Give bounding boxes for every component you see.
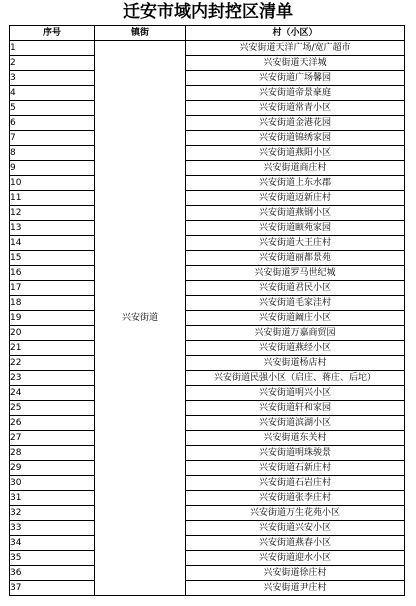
table-row <box>10 281 405 296</box>
table-row <box>10 191 405 206</box>
serial-number-cell: 30 <box>10 476 95 491</box>
village-cell: 兴安街道广场馨园 <box>186 71 405 86</box>
sealed-area-table <box>9 25 405 596</box>
table-row <box>10 431 405 446</box>
serial-number-cell: 7 <box>10 131 95 146</box>
table-row <box>10 311 405 326</box>
table-row <box>10 71 405 86</box>
table-row <box>10 266 405 281</box>
serial-number-cell: 26 <box>10 416 95 431</box>
table-row <box>10 131 405 146</box>
serial-number-cell: 13 <box>10 221 95 236</box>
serial-number-cell: 21 <box>10 341 95 356</box>
table-row <box>10 296 405 311</box>
village-cell: 兴安街道张李庄村 <box>186 491 405 506</box>
village-cell: 兴安街道燕钢小区 <box>186 206 405 221</box>
serial-number-cell: 35 <box>10 551 95 566</box>
table-row <box>10 356 405 371</box>
village-cell: 兴安街道迎水小区 <box>186 551 405 566</box>
header-town: 镇街 <box>95 26 186 41</box>
serial-number-cell: 29 <box>10 461 95 476</box>
serial-number-cell: 10 <box>10 176 95 191</box>
village-cell: 兴安街道尹庄村 <box>186 581 405 596</box>
village-cell: 兴安街道轩和家园 <box>186 401 405 416</box>
table-row <box>10 101 405 116</box>
serial-number-cell: 36 <box>10 566 95 581</box>
village-cell: 兴安街道民强小区（启庄、蒋庄、后坨） <box>186 371 405 386</box>
village-cell: 兴安街道石岩庄村 <box>186 476 405 491</box>
village-cell: 兴安街道常青小区 <box>186 101 405 116</box>
header-village: 村（小区） <box>186 26 405 41</box>
table-row <box>10 491 405 506</box>
village-cell: 兴安街道帝景豪庭 <box>186 86 405 101</box>
village-cell: 兴安街道罗马世纪城 <box>186 266 405 281</box>
village-cell: 兴安街道天洋广场/宽广超市 <box>186 41 405 56</box>
village-cell: 兴安街道明珠骏景 <box>186 446 405 461</box>
table-row <box>10 146 405 161</box>
serial-number-cell: 3 <box>10 71 95 86</box>
table-row <box>10 536 405 551</box>
serial-number-cell: 20 <box>10 326 95 341</box>
village-cell: 兴安街道天洋城 <box>186 56 405 71</box>
village-cell: 兴安街道石新庄村 <box>186 461 405 476</box>
table-row <box>10 251 405 266</box>
table-row <box>10 326 405 341</box>
village-cell: 兴安街道颐苑家园 <box>186 221 405 236</box>
serial-number-cell: 28 <box>10 446 95 461</box>
serial-number-cell: 4 <box>10 86 95 101</box>
serial-number-cell: 1 <box>10 41 95 56</box>
village-cell: 兴安街道大王庄村 <box>186 236 405 251</box>
serial-number-cell: 27 <box>10 431 95 446</box>
serial-number-cell: 23 <box>10 371 95 386</box>
serial-number-cell: 37 <box>10 581 95 596</box>
serial-number-cell: 8 <box>10 146 95 161</box>
table-row <box>10 176 405 191</box>
table-row <box>10 221 405 236</box>
table-row <box>10 236 405 251</box>
table-row <box>10 386 405 401</box>
table-row <box>10 461 405 476</box>
serial-number-cell: 9 <box>10 161 95 176</box>
serial-number-cell: 5 <box>10 101 95 116</box>
village-cell: 兴安街道毛家洼村 <box>186 296 405 311</box>
village-cell: 兴安街道阚庄小区 <box>186 311 405 326</box>
village-cell: 兴安街道滨湖小区 <box>186 416 405 431</box>
serial-number-cell: 15 <box>10 251 95 266</box>
village-cell: 兴安街道兴安小区 <box>186 521 405 536</box>
table-row <box>10 401 405 416</box>
serial-number-cell: 32 <box>10 506 95 521</box>
village-cell: 兴安街道丽都景苑 <box>186 251 405 266</box>
village-cell: 兴安街道万嘉商贸园 <box>186 326 405 341</box>
serial-number-cell: 19 <box>10 311 95 326</box>
village-cell: 兴安街道徐庄村 <box>186 566 405 581</box>
village-cell: 兴安街道锦绣家园 <box>186 131 405 146</box>
table-row <box>10 56 405 71</box>
table-row <box>10 566 405 581</box>
serial-number-cell: 22 <box>10 356 95 371</box>
table-row <box>10 416 405 431</box>
table-row <box>10 446 405 461</box>
village-cell: 兴安街道金港花园 <box>186 116 405 131</box>
village-cell: 兴安街道杨店村 <box>186 356 405 371</box>
document-title: 迁安市域内封控区清单 <box>123 2 293 22</box>
table-row <box>10 521 405 536</box>
serial-number-cell: 33 <box>10 521 95 536</box>
village-cell: 兴安街道上东水郡 <box>186 176 405 191</box>
serial-number-cell: 18 <box>10 296 95 311</box>
village-cell: 兴安街道燕阳小区 <box>186 146 405 161</box>
header-serial-number: 序号 <box>10 26 95 41</box>
village-cell: 兴安街道东关村 <box>186 431 405 446</box>
serial-number-cell: 25 <box>10 401 95 416</box>
table-row <box>10 161 405 176</box>
table-row <box>10 581 405 596</box>
serial-number-cell: 12 <box>10 206 95 221</box>
village-cell: 兴安街道燕经小区 <box>186 341 405 356</box>
table-row <box>10 371 405 386</box>
serial-number-cell: 31 <box>10 491 95 506</box>
serial-number-cell: 14 <box>10 236 95 251</box>
table-row <box>10 206 405 221</box>
table-body <box>10 41 405 596</box>
village-cell: 兴安街道迈新庄村 <box>186 191 405 206</box>
village-cell: 兴安街道商庄村 <box>186 161 405 176</box>
serial-number-cell: 34 <box>10 536 95 551</box>
table-row <box>10 476 405 491</box>
table-header-row <box>10 26 405 41</box>
table-row <box>10 86 405 101</box>
serial-number-cell: 2 <box>10 56 95 71</box>
serial-number-cell: 6 <box>10 116 95 131</box>
village-cell: 兴安街道明兴小区 <box>186 386 405 401</box>
village-cell: 兴安街道燕春小区 <box>186 536 405 551</box>
serial-number-cell: 24 <box>10 386 95 401</box>
village-cell: 兴安街道君民小区 <box>186 281 405 296</box>
village-cell: 兴安街道万生花苑小区 <box>186 506 405 521</box>
table-row <box>10 116 405 131</box>
serial-number-cell: 16 <box>10 266 95 281</box>
serial-number-cell: 17 <box>10 281 95 296</box>
serial-number-cell: 11 <box>10 191 95 206</box>
table-row <box>10 551 405 566</box>
table-row <box>10 41 405 56</box>
town-cell: 兴安街道 <box>95 41 186 596</box>
table-row <box>10 341 405 356</box>
table-row <box>10 506 405 521</box>
